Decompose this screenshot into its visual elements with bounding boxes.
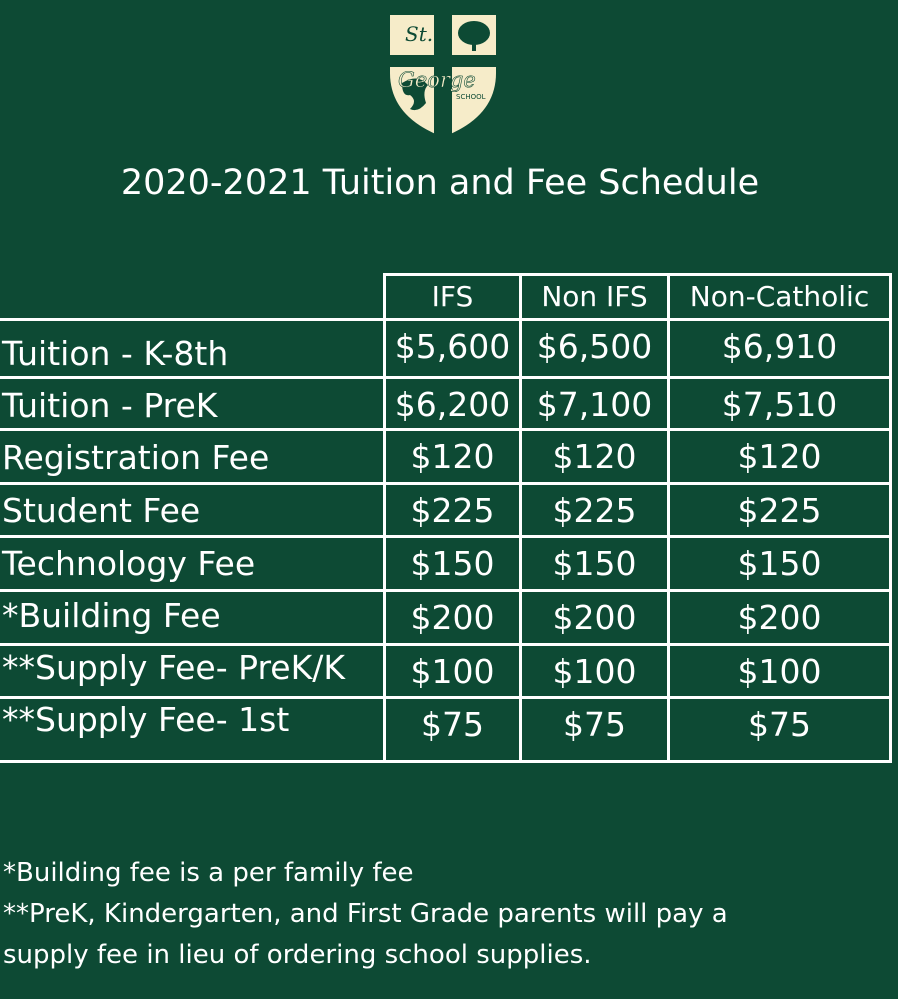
fee-cell: $75 xyxy=(421,705,484,744)
fee-cell: $7,100 xyxy=(536,385,653,424)
fee-cell: $225 xyxy=(410,491,495,530)
fee-cell: $200 xyxy=(410,598,495,637)
row-label: Student Fee xyxy=(2,491,201,530)
fee-cell: $100 xyxy=(410,652,495,691)
footnote-supply-1: **PreK, Kindergarten, and First Grade parents will pay a xyxy=(3,899,728,929)
fee-cell: $120 xyxy=(737,437,822,476)
fee-cell: $120 xyxy=(552,437,637,476)
fee-cell: $150 xyxy=(737,544,822,583)
fee-cell: $6,500 xyxy=(536,327,653,366)
fee-cell: $200 xyxy=(737,598,822,637)
fee-cell: $75 xyxy=(748,705,811,744)
cross-horizontal xyxy=(390,55,496,67)
fee-cell: $7,510 xyxy=(721,385,838,424)
table-rule xyxy=(0,696,892,699)
fee-cell: $150 xyxy=(552,544,637,583)
row-label: *Building Fee xyxy=(2,596,221,635)
school-logo xyxy=(388,13,498,139)
row-label: Tuition - K-8th xyxy=(2,334,229,373)
fee-cell: $75 xyxy=(563,705,626,744)
fee-cell: $100 xyxy=(552,652,637,691)
fee-cell: $150 xyxy=(410,544,495,583)
row-label: Technology Fee xyxy=(2,544,256,583)
table-rule xyxy=(0,760,892,763)
fee-cell: $225 xyxy=(552,491,637,530)
table-rule xyxy=(383,273,892,276)
footnote-supply-2: supply fee in lieu of ordering school supplies. xyxy=(3,940,592,970)
table-rule xyxy=(0,643,892,646)
logo-text-st: St. xyxy=(405,22,434,46)
table-rule xyxy=(0,589,892,592)
fee-cell: $6,910 xyxy=(721,327,838,366)
column-header: Non IFS xyxy=(541,280,648,313)
logo-text-school: SCHOOL xyxy=(456,93,486,101)
fee-cell: $5,600 xyxy=(394,327,511,366)
table-column-rule xyxy=(889,273,892,763)
column-header: IFS xyxy=(431,280,474,313)
table-rule xyxy=(0,482,892,485)
fee-cell: $225 xyxy=(737,491,822,530)
fee-cell: $100 xyxy=(737,652,822,691)
column-header: Non-Catholic xyxy=(689,280,870,313)
footnotes xyxy=(3,853,883,976)
page-title: 2020-2021 Tuition and Fee Schedule xyxy=(120,163,760,203)
fee-cell: $120 xyxy=(410,437,495,476)
row-label: **Supply Fee- PreK/K xyxy=(2,648,345,687)
table-rule xyxy=(0,318,892,321)
footnote-building: *Building fee is a per family fee xyxy=(3,858,414,888)
row-label: **Supply Fee- 1st xyxy=(2,700,290,739)
table-rule xyxy=(0,428,892,431)
logo-text-george: George xyxy=(398,68,476,92)
table-rule xyxy=(0,535,892,538)
fee-cell: $200 xyxy=(552,598,637,637)
fee-cell: $6,200 xyxy=(394,385,511,424)
table-rule xyxy=(0,376,892,379)
row-label: Tuition - PreK xyxy=(2,386,218,425)
row-label: Registration Fee xyxy=(2,438,270,477)
